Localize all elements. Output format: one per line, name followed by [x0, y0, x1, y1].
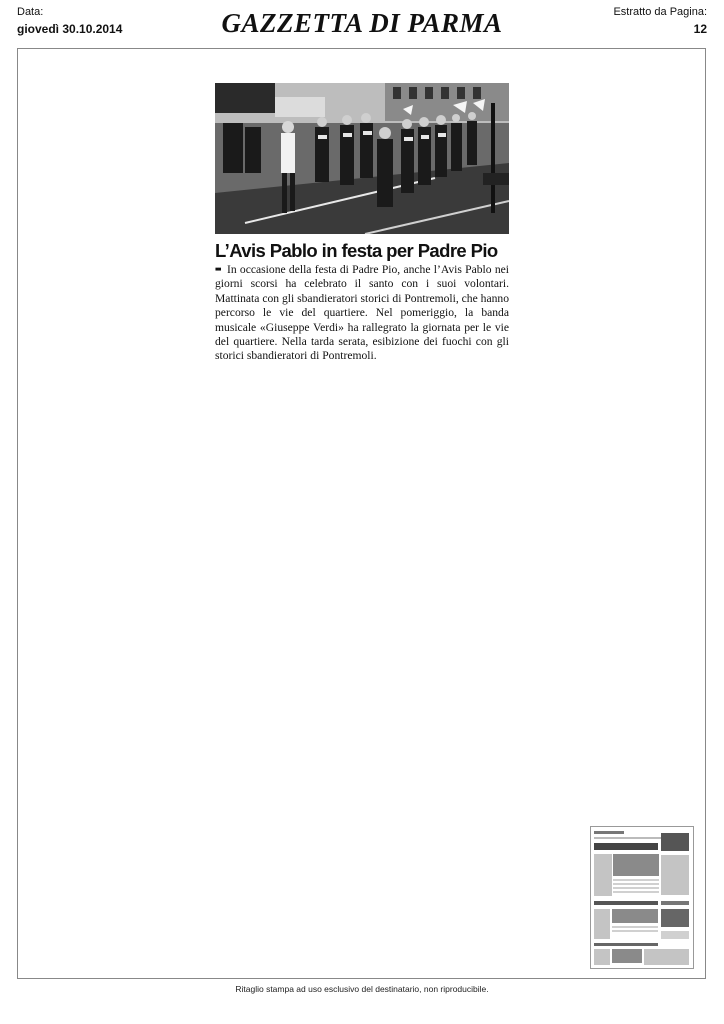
article-body	[215, 263, 509, 364]
newspaper-masthead: GAZZETTA DI PARMA	[221, 8, 503, 38]
article-photo	[215, 83, 509, 234]
article	[215, 240, 509, 364]
thumbnail-sketch	[591, 827, 693, 968]
bullet-icon: ■■	[215, 267, 221, 273]
footer-disclaimer: Ritaglio stampa ad uso esclusivo del destinatario, non riproducibile.	[235, 984, 489, 994]
page-number: 12	[693, 22, 707, 36]
header-page-block	[613, 5, 707, 37]
date-value: giovedì 30.10.2014	[17, 22, 123, 36]
article-body-text: In occasione della festa di Padre Pio, anche l’Avis Pablo nei giorni scorsi ha celebrato il santo con i suoi volontari. Mattinata con gli sbandieratori storici di Pontremoli, che hanno percorso le vie del quartiere. Nel pomeriggio, la banda musicale «Giuseppe Verdi» ha rallegrato la giornata per le vie del quartiere. Nella tarda serata, esibizione dei fuochi con gli storici sbandieratori di Pontremoli.	[215, 263, 509, 363]
date-label: Data:	[17, 6, 44, 18]
page-label: Estratto da Pagina:	[613, 6, 707, 18]
full-page-thumbnail-icon	[590, 826, 694, 969]
marching-band-photo-icon	[215, 83, 509, 234]
article-headline: L’Avis Pablo in festa per Padre Pio	[215, 240, 498, 261]
